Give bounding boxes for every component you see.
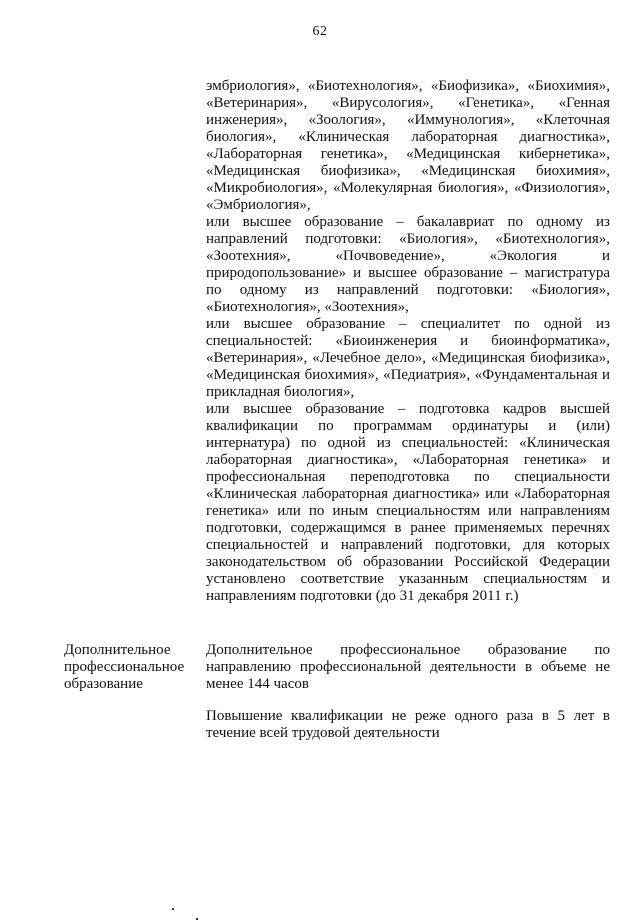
- additional-education-label: [64, 642, 196, 693]
- qualification-upgrade-text: Повышение квалификации не реже одного раза в 5 лет в течение всей трудовой деятельности: [206, 708, 610, 741]
- label-line: Дополнительное: [64, 642, 171, 658]
- additional-education-requirement: Дополнительное профессиональное образование по направлению профессиональной деятельности в объеме не менее 144 часов: [206, 642, 610, 692]
- scan-speck: [196, 918, 198, 920]
- education-paragraph-residency: или высшее образование – подготовка кадров высшей квалификации по программам ординатуры и (или) интернатура) по одной из специальностей: «Клиническая лабораторная диагностика», «Лабораторная генетика» и профессиональная переподготовка по специальности «Клиническая лабораторная диагностика» или «Лабораторная генетика» или по иным специальностям или направлениям подготовки, содержащимся в ранее применяемых перечнях специальностей и направлений подготовки, для которых законодательством об образовании Российской Федерации установлено соответствие указанным специальностям и направлениям подготовки (до 31 декабря 2011 г.): [206, 401, 610, 604]
- education-paragraph-specialist: или высшее образование – специалитет по одной из специальностей: «Биоинженерия и биоинформатика», «Ветеринария», «Лечебное дело», «Медицинская биофизика», «Медицинская биохимия», «Педиатрия», «Фундаментальная и прикладная биология»,: [206, 316, 610, 400]
- scan-speck: [172, 908, 174, 910]
- label-line: профессиональное: [64, 659, 185, 675]
- page-number: 62: [312, 24, 328, 39]
- education-paragraph-specialties-list: эмбриология», «Биотехнология», «Биофизика», «Биохимия», «Ветеринария», «Вирусология», «Генетика», «Генная инженерия», «Зоология», «Иммунология», «Клеточная биология», «Клиническая лабораторная диагностика», «Лабораторная генетика», «Медицинская кибернетика», «Медицинская биофизика», «Медицинская биохимия», «Микробиология», «Молекулярная биология», «Физиология», «Эмбриология»,: [206, 78, 610, 213]
- education-paragraph-bachelor: или высшее образование – бакалавриат по одному из направлений подготовки: «Биология», «Биотехнология», «Зоотехния», «Почвоведение», «Экология и природопользование» и высшее образование – магистратура по одному из направлений подготовки: «Биология», «Биотехнология», «Зоотехния»,: [206, 214, 610, 315]
- education-requirements-text: [206, 78, 610, 605]
- label-line: образование: [64, 676, 143, 692]
